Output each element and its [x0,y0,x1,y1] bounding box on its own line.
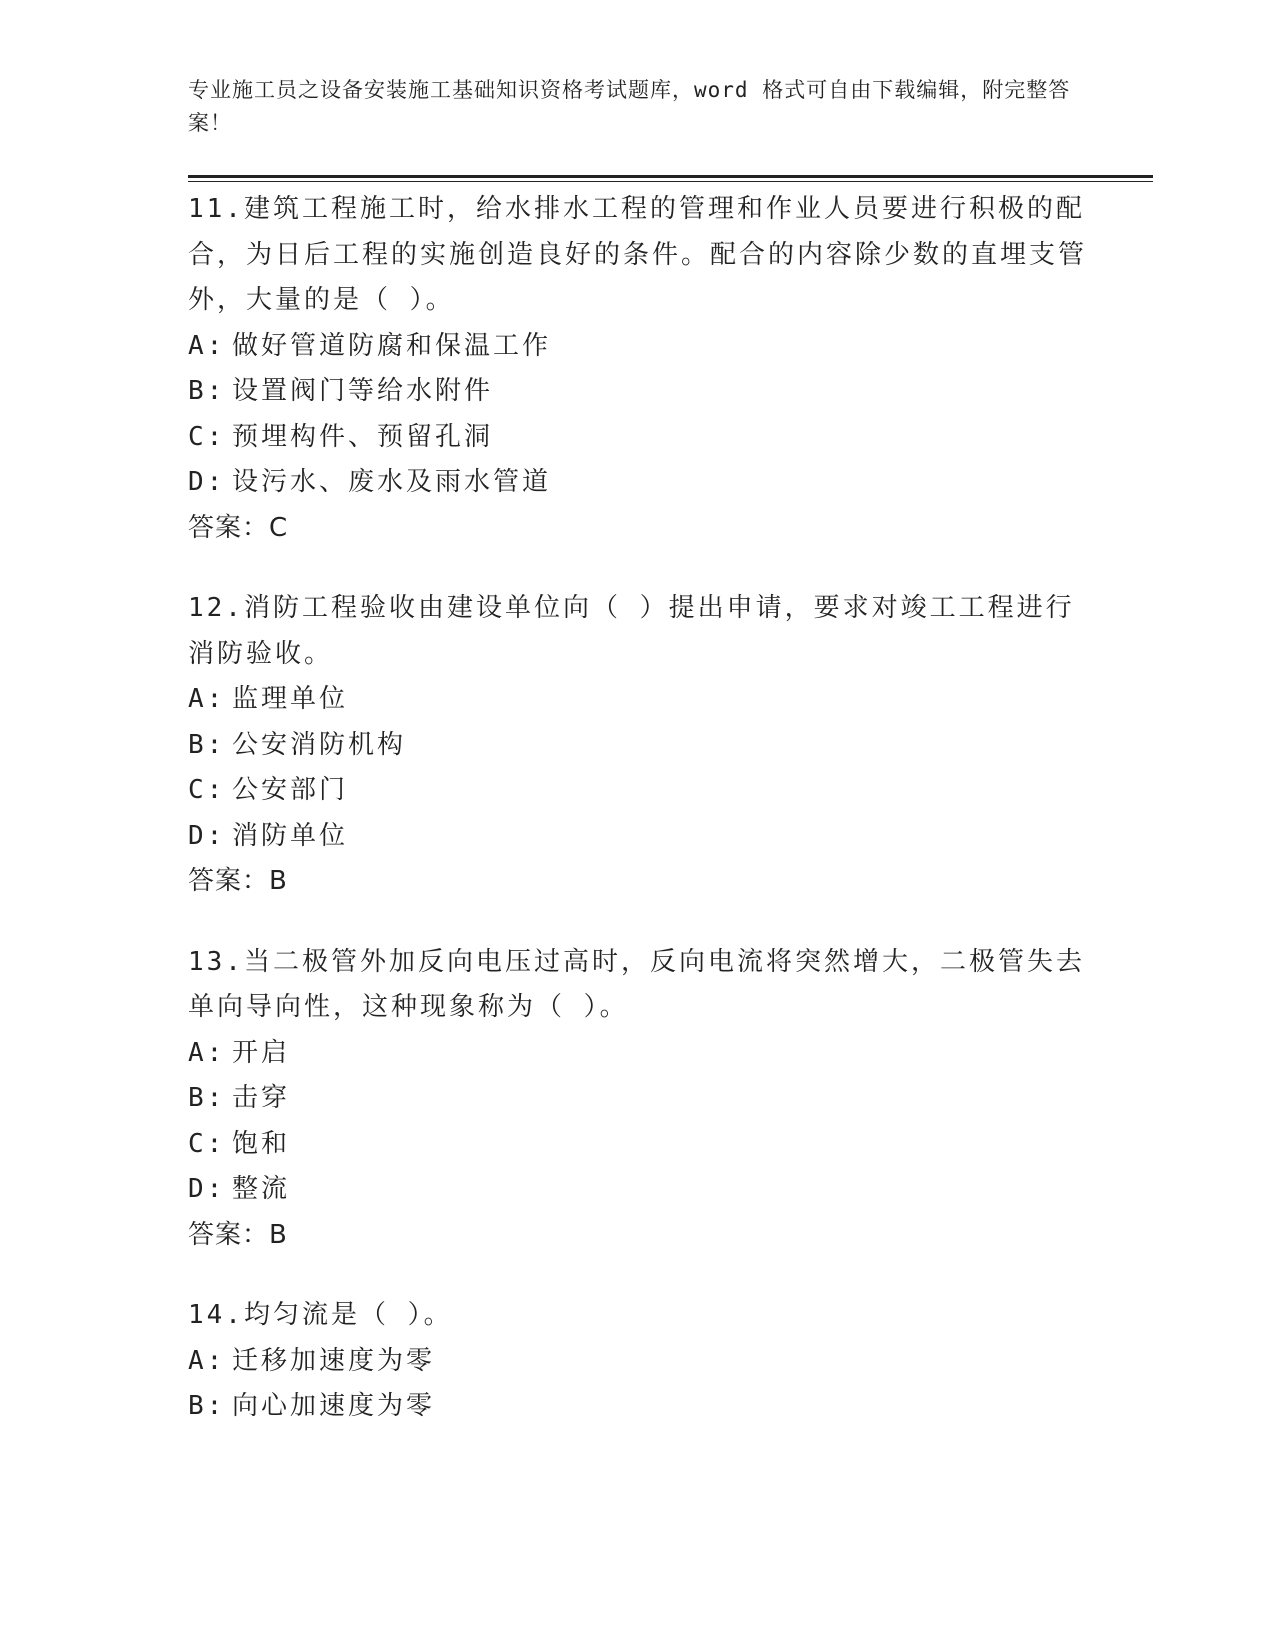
option-d [188,460,1088,506]
option-letter: C: [188,775,226,805]
option-letter: B: [188,729,226,760]
option-letter: A: [188,330,226,361]
question-12 [188,586,1088,905]
question-stem: 14.均匀流是（ ）。 [188,1300,453,1330]
option-letter: B: [188,1083,226,1113]
option-letter: D: [188,820,226,851]
option-letter: D: [188,467,226,497]
option-text: 迁移加速度为零 [232,1345,436,1376]
option-a [188,324,1088,370]
option-c [188,415,1088,461]
option-a [188,1031,1088,1077]
option-text: 公安消防机构 [232,729,407,760]
option-c [188,1122,1088,1168]
option-text: 监理单位 [232,684,349,714]
question-14 [188,1293,1088,1430]
question-stem: 11.建筑工程施工时，给水排水工程的管理和作业人员要进行积极的配合，为日后工程的实施创造良好的条件。配合的内容除少数的直埋支管外，大量的是（ ）。 [188,194,1088,315]
option-letter: A: [188,684,226,714]
answer-line: 答案：C [188,512,289,543]
option-text: 向心加速度为零 [232,1391,436,1421]
answer-line: 答案：B [188,1219,288,1250]
question-11 [188,187,1088,551]
option-b [188,1384,1088,1430]
option-d [188,1167,1088,1213]
option-letter: B: [188,376,226,406]
option-letter: A: [188,1345,226,1376]
option-text: 消防单位 [232,820,349,851]
header-divider-thick [188,175,1153,178]
option-text: 饱和 [232,1128,291,1159]
option-text: 设污水、废水及雨水管道 [232,467,552,497]
option-text: 击穿 [232,1083,291,1113]
option-b [188,723,1088,769]
question-stem: 13.当二极管外加反向电压过高时，反向电流将突然增大，二极管失去单向导向性，这种现象称为（ ）。 [188,946,1085,1022]
question-list [188,187,1088,1465]
answer-line: 答案：B [188,866,288,896]
option-text: 设置阀门等给水附件 [232,376,494,406]
option-letter: C: [188,1128,226,1159]
option-d [188,814,1088,860]
question-13 [188,940,1088,1259]
option-a [188,1339,1088,1385]
document-header: 专业施工员之设备安装施工基础知识资格考试题库，word 格式可自由下载编辑，附完整答案！ [188,78,1071,135]
option-text: 整流 [232,1174,291,1204]
option-text: 做好管道防腐和保温工作 [232,330,552,361]
option-letter: B: [188,1391,226,1421]
option-text: 预埋构件、预留孔洞 [232,421,494,452]
option-letter: A: [188,1037,226,1068]
option-text: 公安部门 [232,775,349,805]
option-letter: D: [188,1174,226,1204]
option-text: 开启 [232,1037,291,1068]
header-divider-thin [188,181,1153,182]
option-letter: C: [188,421,226,452]
option-b [188,369,1088,415]
option-c [188,768,1088,814]
option-a [188,677,1088,723]
question-stem: 12.消防工程验收由建设单位向（ ）提出申请，要求对竣工工程进行消防验收。 [188,593,1075,669]
option-b [188,1076,1088,1122]
